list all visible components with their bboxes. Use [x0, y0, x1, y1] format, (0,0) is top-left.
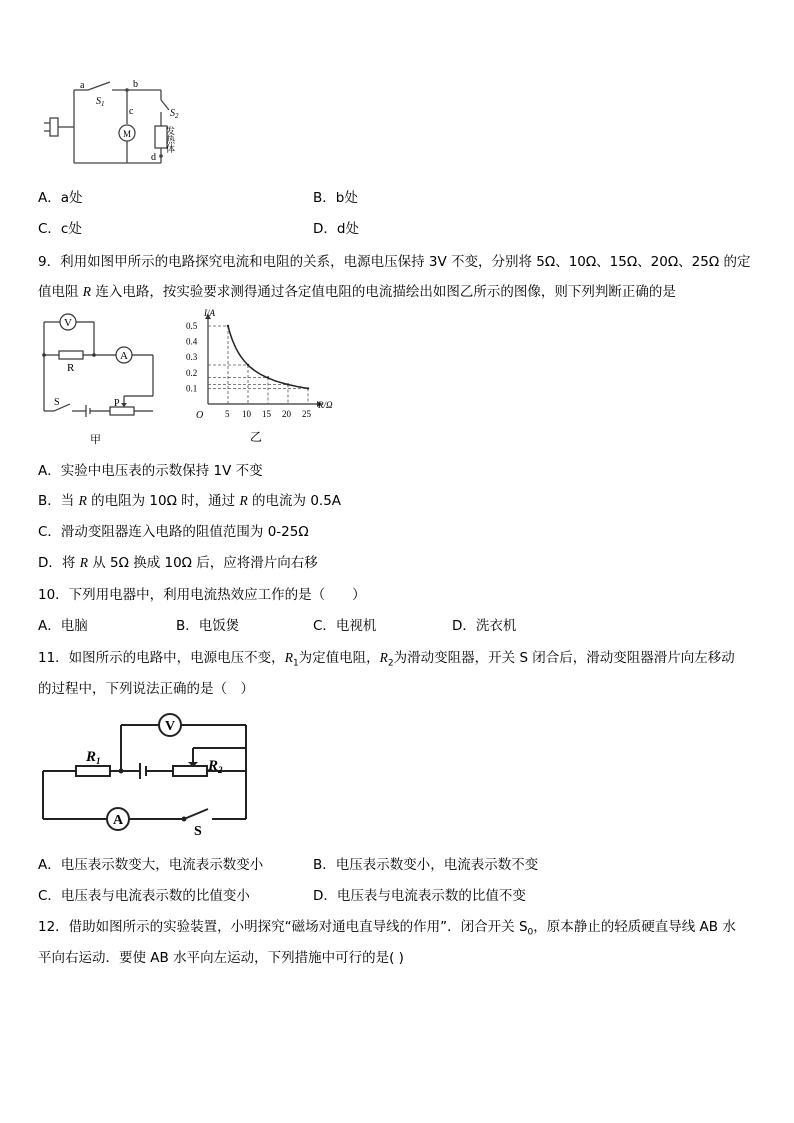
resistor-label: R — [67, 362, 75, 374]
label-motor: M — [123, 129, 132, 139]
q9-circuit-figure — [36, 308, 166, 448]
switch-label: S — [54, 397, 60, 408]
q12-stem-line1: 12．借助如图所示的实验装置，小明探究“磁场对通电直导线的作用”．闭合开关 $S_0$，原本静止的轻质硬直导线 AB 水 — [38, 919, 736, 938]
slider-label: P — [114, 398, 120, 409]
switch-label: S — [194, 824, 202, 839]
q8-option-b[interactable]: B．b处 — [313, 190, 358, 206]
y-tick-label: 0.5 — [186, 321, 198, 331]
switch-s — [184, 809, 208, 819]
q9-option-b[interactable]: B．当 R 的电阻为 10Ω 时，通过 R 的电流为 0.5A — [38, 493, 342, 509]
x-tick-label: 5 — [225, 409, 230, 419]
label-b: b — [133, 79, 138, 90]
x-tick-label: 10 — [242, 409, 251, 419]
data-point — [287, 383, 289, 385]
switch-s2 — [161, 100, 169, 110]
q8-option-a[interactable]: A．a处 — [38, 190, 83, 206]
q11-option-b[interactable]: B．电压表示数变小，电流表示数不变 — [313, 857, 539, 873]
voltmeter-label: V — [165, 719, 176, 734]
q11-stem-line2: 的过程中，下列说法正确的是（ ） — [38, 681, 254, 697]
data-point — [307, 387, 309, 389]
q8-option-d[interactable]: D．d处 — [313, 221, 359, 237]
q9-stem-line1: 9．利用如图甲所示的电路探究电流和电阻的关系，电源电压保持 3V 不变，分别将 5Ω、10Ω、15Ω、20Ω、25Ω 的定 — [38, 254, 751, 270]
y-axis-label: I/A — [204, 308, 215, 318]
rheostat-r2 — [173, 766, 207, 776]
q10-stem: 10．下列用电器中，利用电流热效应工作的是（ ） — [38, 587, 366, 603]
ammeter-label: A — [120, 350, 128, 362]
x-tick-label: 25 — [302, 409, 311, 419]
data-point — [227, 325, 229, 327]
label-s1: $S_1$ — [96, 96, 105, 108]
y-tick-label: 0.3 — [186, 352, 198, 363]
y-tick-label: 0.4 — [186, 336, 198, 347]
y-tick-label: 0.1 — [186, 383, 198, 394]
q10-option-a[interactable]: A．电脑 — [38, 618, 88, 634]
q9-option-d[interactable]: D．将 R 从 5Ω 换成 10Ω 后，应将滑片向右移 — [38, 555, 318, 571]
q9-option-c[interactable]: C．滑动变阻器连入电路的阻值范围为 0-25Ω — [38, 524, 309, 540]
label-c: c — [129, 106, 134, 117]
q9-stem-line2: 值电阻 R 连入电路，按实验要求测得通过各定值电阻的电流描绘出如图乙所示的图像，则下列判断正确的是 — [38, 284, 676, 300]
label-heater: 发热体 — [165, 126, 175, 153]
ammeter-label: A — [113, 813, 124, 828]
q11-option-a[interactable]: A．电压表示数变大，电流表示数变小 — [38, 857, 264, 873]
q11-stem-line1: 11．如图所示的电路中，电源电压不变，$R_1$为定值电阻，$R_2$为滑动变阻器，开关 S 闭合后，滑动变阻器滑片向左移动 — [38, 650, 735, 669]
q11-option-c[interactable]: C．电压表与电流表示数的比值变小 — [38, 888, 250, 904]
origin-label: O — [196, 410, 204, 421]
label-a: a — [80, 80, 85, 91]
data-point — [267, 376, 269, 378]
label-d: d — [151, 152, 156, 163]
y-tick-label: 0.2 — [186, 367, 198, 378]
x-tick-label: 15 — [262, 409, 271, 419]
figure-caption-yi: 乙 — [250, 430, 263, 444]
q12-stem-line2: 平向右运动．要使 AB 水平向左运动，下列措施中可行的是( ) — [38, 950, 404, 966]
x-tick-label: 20 — [282, 409, 291, 419]
switch-s1 — [88, 82, 110, 90]
q9-option-a[interactable]: A．实验中电压表的示数保持 1V 不变 — [38, 463, 263, 479]
q10-option-b[interactable]: B．电饭煲 — [176, 618, 240, 634]
x-axis-label: R/Ω — [318, 400, 333, 410]
voltmeter-label: V — [64, 317, 72, 329]
q10-option-d[interactable]: D．洗衣机 — [452, 618, 517, 634]
q9-graph — [180, 306, 333, 448]
q11-option-d[interactable]: D．电压表与电流表示数的比值不变 — [313, 888, 526, 904]
q8-circuit-figure — [36, 78, 196, 170]
data-point — [247, 364, 249, 366]
r2-label: $R_2$ — [208, 758, 223, 775]
label-s2: $S_2$ — [170, 108, 179, 120]
resistor-r — [59, 351, 83, 359]
q10-option-c[interactable]: C．电视机 — [313, 618, 377, 634]
plug-icon — [50, 118, 58, 136]
r1-label: $R_1$ — [86, 749, 101, 766]
resistor-r1 — [76, 766, 110, 776]
figure-caption-jia: 甲 — [90, 434, 101, 446]
q11-circuit-figure — [36, 708, 256, 838]
q8-option-c[interactable]: C．c处 — [38, 221, 82, 237]
